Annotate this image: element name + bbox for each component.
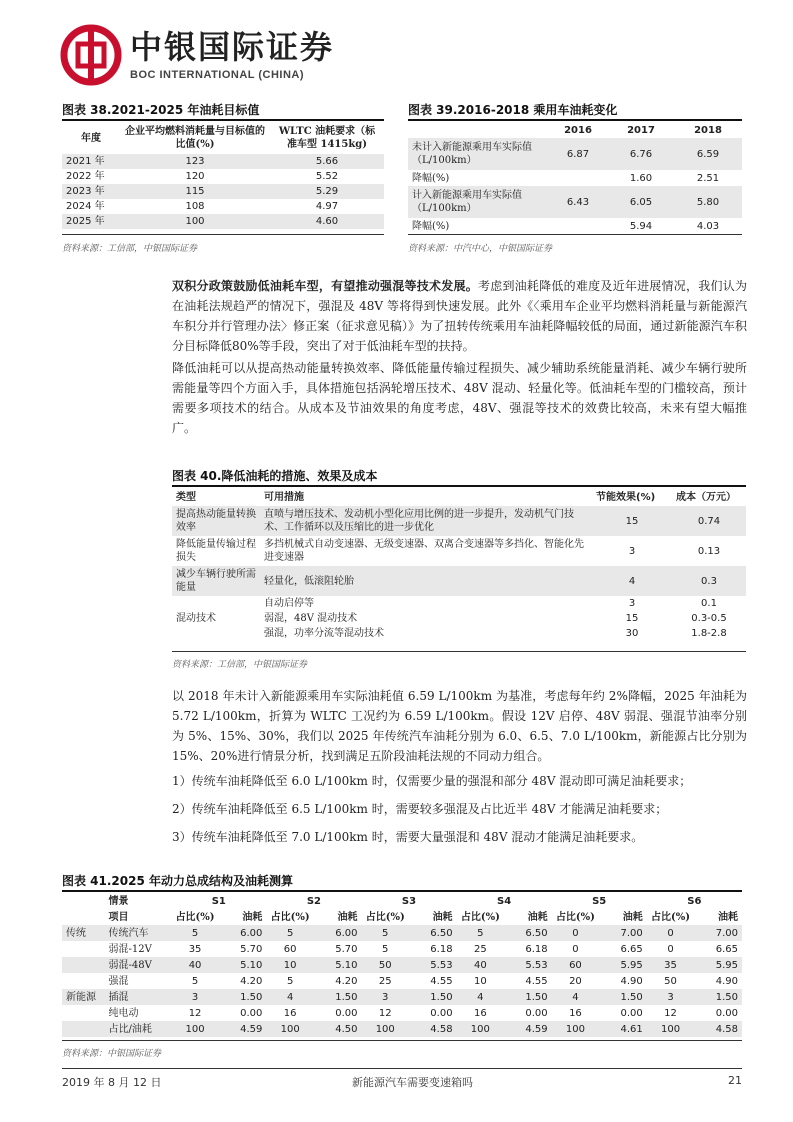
- table-row: [62, 154, 384, 169]
- table-row: [172, 566, 746, 596]
- fig40-header: 节能效果(%): [596, 491, 656, 503]
- table-cell: 40: [188, 959, 202, 971]
- table-cell: 16: [283, 1007, 297, 1019]
- paragraph-1-lead: 双积分政策鼓励低油耗车型，有望推动强混等技术发展。: [172, 279, 478, 293]
- table-cell: 0.00: [430, 1007, 453, 1019]
- table-cell: 120: [185, 171, 205, 182]
- table-cell: 2024 年: [66, 201, 105, 212]
- fig41-bottom-rule: [62, 1040, 742, 1041]
- page-number: 21: [728, 1074, 742, 1087]
- table-cell: 100: [470, 1023, 490, 1035]
- table-cell: 4.03: [696, 220, 720, 232]
- table-cell: 5: [382, 927, 389, 939]
- table-cell: 多挡机械式自动变速器、无级变速器、双离合变速器等多挡化、智能化先进变速器: [264, 539, 584, 563]
- table-cell: [62, 973, 105, 989]
- fig40-header: 可用措施: [264, 491, 304, 503]
- table-cell: 占比/油耗: [108, 1023, 152, 1035]
- table-row: [62, 199, 384, 214]
- table-cell: 6.18: [430, 943, 453, 955]
- table-cell: 未计入新能源乘用车实际值（L/100km）: [412, 142, 532, 166]
- fig40-caption: 图表 40.降低油耗的措施、效果及成本: [172, 469, 378, 483]
- table-cell: 轻量化，低滚阻轮胎: [264, 575, 354, 587]
- table-cell: 弱混-12V: [108, 943, 152, 955]
- table-cell: 5.66: [315, 156, 339, 167]
- table-cell: 0.13: [697, 545, 721, 557]
- table-row: [172, 506, 746, 536]
- table-cell: [548, 218, 608, 234]
- table-cell: 4.20: [335, 975, 358, 987]
- fig38-header: WLTC 油耗要求（标准车型 1415kg): [278, 126, 376, 150]
- table-cell: 25: [378, 975, 392, 987]
- table-cell: 4: [477, 991, 484, 1003]
- table-cell: 2023 年: [66, 186, 105, 197]
- table-cell: 降幅(%): [412, 220, 450, 232]
- fig38-table: [62, 122, 384, 229]
- fig38-caption: 图表 38.2021-2025 年油耗目标值: [62, 103, 260, 117]
- paragraph-1: [172, 276, 747, 356]
- table-row: [408, 170, 742, 186]
- table-cell: 4.90: [620, 975, 643, 987]
- table-cell: 0.00: [525, 1007, 548, 1019]
- table-cell: 纯电动: [108, 1007, 139, 1019]
- table-cell: 5.53: [525, 959, 548, 971]
- table-cell: 1.50: [715, 991, 738, 1003]
- table-cell: 1.50: [525, 991, 548, 1003]
- table-cell: 100: [185, 1023, 205, 1035]
- table-row: [62, 214, 384, 229]
- table-cell: 4.55: [525, 975, 548, 987]
- table-cell: [62, 1005, 105, 1021]
- fig41-scenario-header: S6: [687, 895, 702, 907]
- fig40-top-rule: [172, 485, 746, 487]
- table-cell: 0.00: [715, 1007, 738, 1019]
- fig41-scenario-header: S4: [497, 895, 512, 907]
- table-cell: 4: [628, 575, 636, 587]
- table-cell: 混动技术: [176, 613, 216, 624]
- table-cell: 5.80: [696, 196, 720, 208]
- table-cell: 自动启停等: [264, 598, 314, 609]
- footer-title: 新能源汽车需要变速箱吗: [352, 1076, 473, 1089]
- fig41-scenario-header: S2: [306, 895, 321, 907]
- fig40-source: 资料来源：工信部，中银国际证券: [172, 660, 308, 670]
- table-cell: 2025 年: [66, 216, 105, 227]
- table-cell: 插混: [108, 991, 129, 1003]
- table-cell: 0.00: [335, 1007, 358, 1019]
- table-cell: 新能源: [66, 991, 96, 1003]
- fig39-caption: 图表 39.2016-2018 乘用车油耗变化: [408, 103, 618, 117]
- company-name-en: BOC INTERNATIONAL (CHINA): [130, 69, 305, 81]
- fig39-top-rule: [408, 119, 742, 121]
- table-cell: 30: [625, 628, 639, 639]
- table-cell: 5.95: [620, 959, 643, 971]
- fig41-table: [62, 893, 742, 1037]
- table-row: [62, 1005, 742, 1021]
- fig41-item-label: 项目: [108, 911, 129, 923]
- table-cell: 6.50: [430, 927, 453, 939]
- fig41-sub-header: 占比(%): [460, 911, 500, 923]
- table-cell: 60: [569, 959, 582, 971]
- table-cell: [62, 1021, 105, 1037]
- table-cell: 0.3-0.5: [691, 613, 727, 624]
- table-cell: 0: [667, 927, 674, 939]
- table-cell: 1.50: [430, 991, 453, 1003]
- fig39-header: [408, 122, 548, 138]
- paragraph-2: 降低油耗可以从提高热动能量转换效率、降低能量传输过程损失、减少辅助系统能量消耗、减少车辆行驶所需能量等四个方面入手，具体措施包括涡轮增压技术、48V 混动、轻量化等。低油耗车型的门槛较高，预计需要多项技术的结合。从成本及节油效果的角度考虑，48V、强混等技术的效费比较高，未来有望大幅推广。: [172, 361, 747, 435]
- list-item-3: 3）传统车油耗降低至 7.0 L/100km 时，需要大量强混和 48V 混动才能满足油耗要求。: [172, 830, 644, 844]
- table-cell: 108: [185, 201, 205, 212]
- table-cell: 5: [382, 943, 389, 955]
- fig41-sub-header: 油耗: [337, 911, 358, 923]
- table-cell: 4.60: [315, 216, 339, 227]
- table-cell: 6.59: [696, 148, 720, 160]
- fig41-scenario-header: S1: [211, 895, 226, 907]
- table-cell: 0: [667, 943, 674, 955]
- list-item-2: 2）传统车油耗降低至 6.5 L/100km 时，需要较多强混及占比近半 48V 才能满足油耗要求；: [172, 802, 668, 816]
- table-row: [62, 973, 742, 989]
- table-cell: 4.59: [240, 1023, 263, 1035]
- fig41-sub-header: 占比(%): [270, 911, 310, 923]
- table-cell: 降低能量传输过程损失: [176, 539, 256, 563]
- table-row: [172, 596, 746, 611]
- table-cell: 5: [191, 975, 199, 987]
- fig41-sub-header: 油耗: [718, 911, 738, 923]
- table-cell: 4.97: [315, 201, 339, 212]
- table-cell: 0.74: [697, 515, 721, 527]
- fig38-header: 年度: [81, 132, 101, 144]
- table-cell: 15: [625, 613, 639, 624]
- table-cell: 100: [185, 216, 205, 227]
- table-cell: 0: [572, 943, 579, 955]
- table-cell: 弱混，48V 混动技术: [264, 613, 358, 624]
- fig40-bottom-rule: [172, 651, 746, 652]
- fig38-source: 资料来源：工信部，中银国际证券: [62, 244, 198, 254]
- table-row: [62, 925, 742, 941]
- footer-rule: [62, 1068, 742, 1069]
- table-cell: 6.65: [620, 943, 643, 955]
- fig41-sub-header: 油耗: [242, 911, 263, 923]
- company-name-cn: 中银国际证券: [130, 28, 335, 66]
- table-cell: 强混，功率分流等混动技术: [264, 628, 384, 639]
- fig40-header: 类型: [176, 491, 196, 503]
- table-cell: 3: [382, 991, 389, 1003]
- table-cell: 2022 年: [66, 171, 105, 182]
- table-cell: 4.58: [715, 1023, 738, 1035]
- table-cell: 4.55: [430, 975, 453, 987]
- table-cell: 4: [286, 991, 294, 1003]
- table-cell: 6.87: [566, 148, 590, 160]
- fig41-scenario-header: S5: [592, 895, 607, 907]
- table-row: [408, 186, 742, 218]
- table-cell: 7.00: [715, 927, 738, 939]
- table-cell: 5: [477, 927, 484, 939]
- table-cell: 6.00: [240, 927, 263, 939]
- table-cell: 弱混-48V: [108, 959, 152, 971]
- fig41-caption: 图表 41.2025 年动力总成结构及油耗测算: [62, 874, 294, 888]
- table-cell: 4.61: [620, 1023, 643, 1035]
- table-row: [62, 169, 384, 184]
- table-cell: 5.70: [240, 943, 263, 955]
- table-cell: 50: [378, 959, 392, 971]
- table-cell: 4.20: [240, 975, 263, 987]
- table-cell: 25: [473, 943, 487, 955]
- boc-logo-icon: [60, 24, 122, 86]
- table-cell: 20: [569, 975, 582, 987]
- table-cell: 4.50: [335, 1023, 358, 1035]
- paragraph-1-body: 考虑到油耗降低的难度及近年进展情况，我们认为在油耗法规趋严的情况下，强混及 48V 等将得到快速发展。此外《〈乘用车企业平均燃料消耗量与新能源汽车积分并行管理办法〉修正案（征求意见稿）》为了扭转传统乘用车油耗降幅较低的局面，通过新能源汽车积分目标降低80%等手段，突出了对于低油耗车型的扶持。: [172, 279, 747, 353]
- table-cell: 4.90: [715, 975, 738, 987]
- table-cell: 5.52: [315, 171, 339, 182]
- table-cell: 0.00: [620, 1007, 643, 1019]
- table-cell: 12: [664, 1007, 677, 1019]
- table-cell: 100: [280, 1023, 300, 1035]
- table-cell: [548, 170, 608, 186]
- fig41-sub-header: 占比(%): [365, 911, 405, 923]
- fig38-header: 企业平均燃料消耗量与目标值的比值(%): [125, 126, 265, 150]
- table-cell: 6.76: [629, 148, 653, 160]
- table-cell: 7.00: [620, 927, 643, 939]
- table-row: [62, 957, 742, 973]
- table-cell: 5.95: [715, 959, 738, 971]
- fig38-top-rule: [62, 119, 384, 121]
- table-cell: 5.70: [335, 943, 358, 955]
- table-cell: 减少车辆行驶所需能量: [176, 569, 256, 593]
- table-cell: 16: [473, 1007, 487, 1019]
- fig39-table: [408, 122, 742, 234]
- table-cell: 4.58: [430, 1023, 453, 1035]
- table-cell: 计入新能源乘用车实际值（L/100km）: [412, 190, 522, 214]
- table-cell: 1.50: [335, 991, 358, 1003]
- table-cell: [62, 941, 105, 957]
- table-cell: 4.59: [525, 1023, 548, 1035]
- table-cell: 60: [283, 943, 297, 955]
- fig41-sub-header: 油耗: [432, 911, 453, 923]
- table-cell: 5.29: [315, 186, 339, 197]
- table-cell: 传统: [66, 927, 86, 939]
- table-cell: 强混: [108, 975, 129, 987]
- table-cell: 提高热动能量转换效率: [176, 509, 256, 533]
- fig41-sub-header: 占比(%): [651, 911, 690, 923]
- table-cell: 1.60: [629, 172, 653, 184]
- table-cell: 1.8-2.8: [691, 628, 727, 639]
- table-cell: 6.18: [525, 943, 548, 955]
- table-cell: 100: [375, 1023, 395, 1035]
- table-cell: 2021 年: [66, 156, 105, 167]
- table-cell: 1.50: [620, 991, 643, 1003]
- fig41-source: 资料来源：中银国际证券: [62, 1049, 162, 1059]
- paragraph-3: 以 2018 年未计入新能源乘用车实际油耗值 6.59 L/100km 为基准，考虑每年约 2%降幅，2025 年油耗为 5.72 L/100km，折算为 WLTC 工况约为 6.59 L/100km。假设 12V 启停、48V 弱混、强混节油率分别为 5%、15%、30%，我们以 2025 年传统汽车油耗分别为 6.0、6.5、7.0 L/100km，新能源占比分别为 15%、20%进行情景分析，找到满足五阶段油耗法规的不同动力组合。: [172, 689, 747, 763]
- list-item-1: 1）传统车油耗降低至 6.0 L/100km 时，仅需要少量的强混和部分 48V 混动即可满足油耗要求；: [172, 774, 692, 788]
- fig38-bottom-rule: [62, 234, 384, 235]
- table-row: [172, 536, 746, 566]
- table-cell: 5: [286, 927, 294, 939]
- table-row: [62, 1021, 742, 1037]
- table-cell: 16: [569, 1007, 582, 1019]
- fig41-scenario-header: S3: [401, 895, 417, 907]
- table-row: [62, 184, 384, 199]
- table-cell: 传统汽车: [108, 927, 149, 939]
- fig41-sub-header: 油耗: [622, 911, 643, 923]
- table-cell: 12: [378, 1007, 392, 1019]
- footer-date: 2019 年 8 月 12 日: [62, 1076, 162, 1089]
- table-cell: 5: [286, 975, 294, 987]
- table-cell: 3: [191, 991, 199, 1003]
- table-cell: [62, 957, 105, 973]
- table-cell: 10: [473, 975, 487, 987]
- fig39-header: 2018: [694, 124, 722, 136]
- fig41-scenario-label: 情景: [108, 895, 129, 907]
- fig39-header: 2016: [564, 124, 592, 136]
- fig41-sub-header: 占比(%): [555, 911, 595, 923]
- fig39-source: 资料来源：中汽中心，中银国际证券: [408, 244, 553, 254]
- table-cell: 0.1: [701, 598, 717, 609]
- fig39-header: 2017: [627, 124, 655, 136]
- table-cell: 15: [625, 515, 639, 527]
- table-cell: 10: [283, 959, 297, 971]
- table-cell: 35: [664, 959, 677, 971]
- table-cell: 4: [572, 991, 579, 1003]
- table-cell: 6.05: [629, 196, 653, 208]
- table-row: [62, 989, 742, 1005]
- table-cell: 直喷与增压技术、发动机小型化应用比例的进一步提升，发动机气门技术、工作循环以及压缩比的进一步优化: [264, 509, 574, 533]
- table-cell: 115: [185, 186, 205, 197]
- table-cell: 0.3: [701, 575, 717, 587]
- table-row: [408, 218, 742, 234]
- table-cell: 6.43: [566, 196, 590, 208]
- table-cell: 0.00: [240, 1007, 263, 1019]
- table-cell: 3: [667, 991, 674, 1003]
- table-cell: 降幅(%): [412, 172, 450, 184]
- table-cell: 1.50: [240, 991, 263, 1003]
- table-cell: 6.00: [335, 927, 358, 939]
- table-cell: 3: [628, 545, 636, 557]
- table-row: [62, 941, 742, 957]
- fig41-top-rule: [62, 890, 742, 892]
- table-cell: 5.94: [629, 220, 653, 232]
- table-cell: 50: [664, 975, 677, 987]
- table-cell: 100: [660, 1023, 681, 1035]
- table-cell: 5.10: [240, 959, 263, 971]
- table-cell: 2.51: [696, 172, 720, 184]
- table-cell: 12: [188, 1007, 202, 1019]
- table-cell: 35: [188, 943, 202, 955]
- table-cell: 6.50: [525, 927, 548, 939]
- company-logo: [60, 22, 334, 88]
- fig40-header: 成本（万元）: [676, 491, 736, 503]
- table-cell: 5.10: [335, 959, 358, 971]
- table-cell: 40: [473, 959, 487, 971]
- table-cell: 123: [185, 156, 205, 167]
- table-cell: 3: [628, 598, 636, 609]
- table-cell: 6.65: [715, 943, 738, 955]
- fig40-table: [172, 488, 746, 641]
- fig41-sub-header: 占比(%): [175, 911, 215, 923]
- table-row: [408, 138, 742, 170]
- fig41-sub-header: 油耗: [527, 911, 548, 923]
- table-cell: 5.53: [430, 959, 453, 971]
- table-cell: 5: [191, 927, 199, 939]
- fig39-bottom-rule: [408, 234, 742, 235]
- table-cell: 0: [572, 927, 579, 939]
- table-cell: 100: [565, 1023, 585, 1035]
